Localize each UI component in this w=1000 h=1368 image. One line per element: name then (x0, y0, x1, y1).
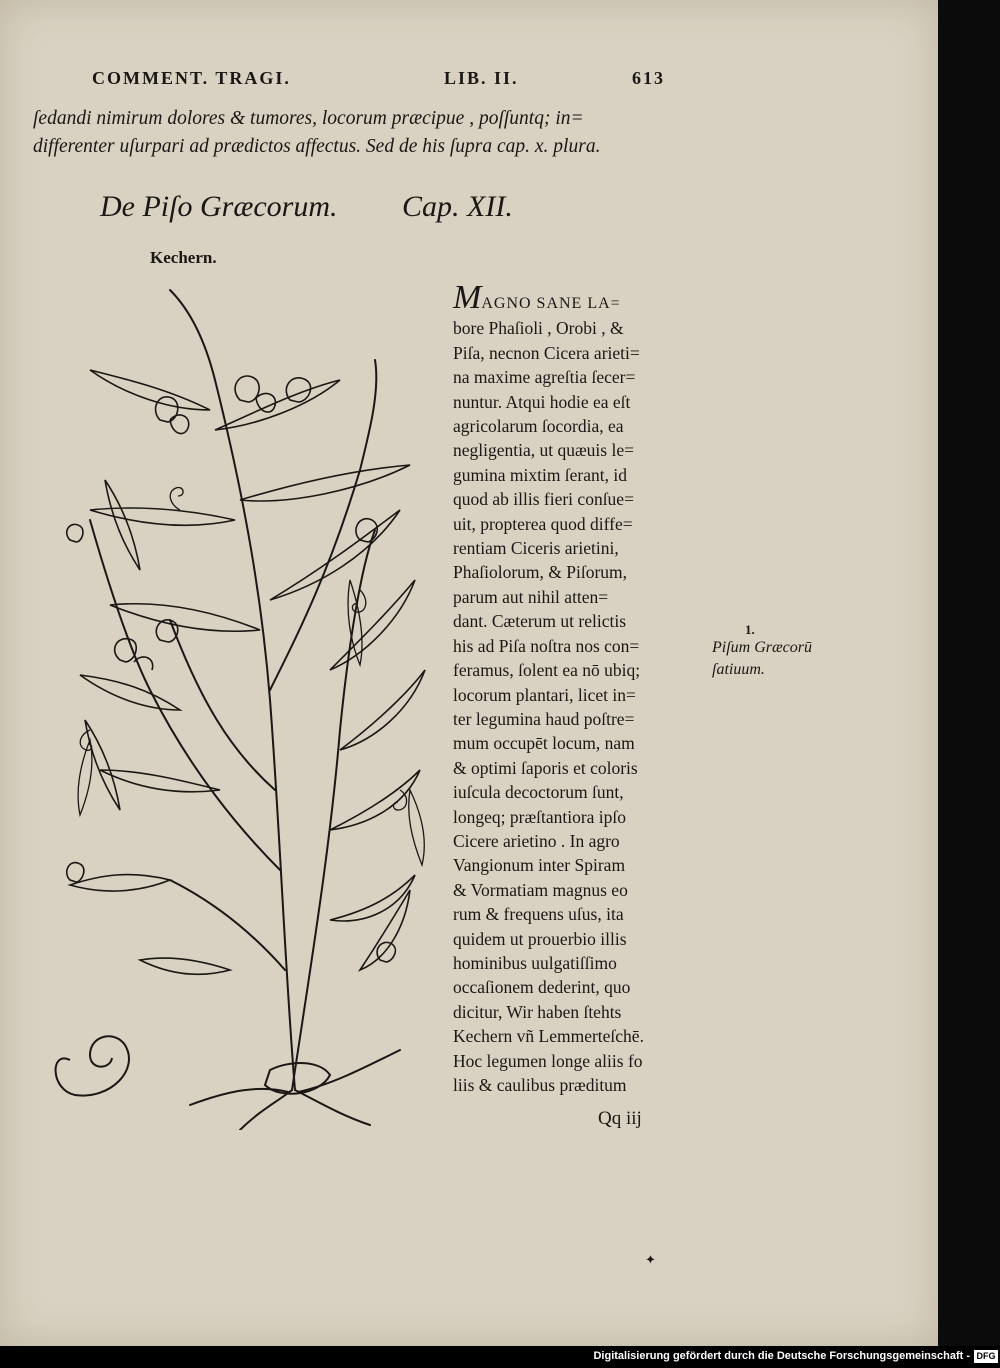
plant-leaf (105, 480, 140, 570)
ornament-mark: ✦ (645, 1252, 656, 1267)
body-line: hominibus uulgatiſſimo (453, 952, 617, 973)
body-line: negligentia, ut quæuis le= (453, 440, 634, 461)
plant-leaf (330, 580, 415, 670)
plant-leaf (110, 604, 260, 632)
body-line: nuntur. Atqui hodie ea eſt (453, 391, 631, 412)
plant-leaf (330, 875, 415, 921)
plant-stem (170, 880, 285, 970)
margin-note-number: 1. (745, 622, 755, 637)
plant-root (190, 1050, 400, 1130)
body-line: locorum plantari, licet in= (453, 684, 636, 705)
body-line: Hoc legumen longe aliis fo (453, 1050, 643, 1071)
plant-flower (377, 942, 395, 962)
page-number: 613 (632, 68, 665, 88)
scroll-ornament (56, 1036, 129, 1095)
body-line: occaſionem dederint, quo (453, 977, 631, 998)
body-line: his ad Piſa noſtra nos con= (453, 635, 640, 656)
plant-leaf (360, 890, 410, 970)
plant-stem (270, 360, 376, 690)
plant-leaf (80, 675, 180, 710)
chapter-heading (100, 190, 513, 224)
body-line: dicitur, Wir haben ſtehts (453, 1001, 622, 1022)
body-line: & Vormatiam magnus eo (453, 879, 628, 900)
chapter-body-text (453, 279, 693, 1097)
plant-flower (67, 524, 83, 542)
plant-leaf (340, 670, 425, 750)
body-line: Cicere arietino . In agro (453, 830, 620, 851)
plant-pod (409, 790, 425, 865)
body-line: liis & caulibus præditum (453, 1075, 627, 1095)
scan-dark-edge (938, 0, 1000, 1346)
plant-leaf (90, 370, 210, 410)
body-line: Kechern vñ Lemmerteſchē. (453, 1026, 644, 1047)
body-line: parum aut nihil atten= (453, 586, 609, 607)
drop-cap: M (453, 279, 482, 316)
margin-note-line: ſatiuum. (712, 661, 765, 678)
plant-flower (235, 376, 275, 412)
plant-label: Kechern. (150, 248, 217, 267)
body-line: bore Phaſioli , Orobi , & (453, 318, 624, 339)
plant-stem (170, 620, 275, 790)
body-line: na maxime agreſtia ſecer= (453, 367, 636, 388)
plant-pod (78, 740, 92, 815)
body-line: rum & frequens uſus, ita (453, 904, 624, 925)
plant-leaf (70, 875, 170, 891)
header-left: COMMENT. TRAGI. (92, 68, 291, 88)
intro-line: differenter uſurpari ad prædictos affectus. Sed de his ſupra cap. x. plura. (33, 136, 601, 157)
body-line: Phaſiolorum, & Piſorum, (453, 562, 628, 583)
plant-leaf (270, 510, 400, 600)
plant-woodcut-illustration (30, 270, 430, 1130)
plant-leaf (100, 770, 220, 792)
body-line: rentiam Ciceris arietini, (453, 538, 619, 559)
body-line: Piſa, necnon Cicera arieti= (453, 342, 640, 363)
body-line: uit, propterea quod diffe= (453, 513, 633, 534)
body-line: longeq; præſtantiora ipſo (453, 806, 627, 827)
body-line: quod ab illis fieri conſue= (453, 489, 634, 510)
body-line: & optimi ſaporis et coloris (453, 757, 638, 778)
body-first-line (453, 279, 693, 316)
margin-note-line: Piſum Græcorū (712, 639, 812, 656)
plant-stem (292, 530, 375, 1090)
body-line: feramus, ſolent ea nō ubiq; (453, 660, 641, 681)
plant-tendril (170, 487, 183, 510)
plant-stem (90, 520, 280, 870)
first-line-text: AGNO SANE LA= (481, 295, 621, 312)
chapter-number: Cap. XII. (402, 190, 513, 223)
header-center: LIB. II. (444, 68, 519, 88)
plant-leaf (215, 380, 340, 430)
body-line: iuſcula decoctorum ſunt, (453, 782, 624, 803)
body-line: agricolarum ſocordia, ea (453, 416, 624, 437)
body-line: Vangionum inter Spiram (453, 855, 626, 876)
plant-leaf (240, 465, 410, 501)
plant-leaf (140, 958, 230, 974)
body-line: gumina mixtim ſerant, id (453, 464, 628, 485)
funding-credit: Digitalisierung gefördert durch die Deutsche Forschungsgemeinschaft - (593, 1350, 970, 1362)
scan-footer (0, 1346, 1000, 1368)
dfg-logo: DFG (974, 1350, 998, 1363)
body-line: quidem ut prouerbio illis (453, 928, 627, 949)
plant-flower (67, 863, 84, 882)
intro-paragraph (33, 105, 693, 161)
chapter-title: De Piſo Græcorum. (100, 190, 338, 223)
body-line: dant. Cæterum ut relictis (453, 611, 627, 632)
margin-note (712, 637, 812, 681)
body-line: mum occupēt locum, nam (453, 733, 635, 754)
plant-leaf (85, 720, 120, 810)
signature-mark: Qq iij (598, 1108, 642, 1129)
body-line: ter legumina haud poſtre= (453, 708, 635, 729)
intro-line: ſedandi nimirum dolores & tumores, locorum præcipue , poſſuntq; in= (33, 108, 584, 129)
